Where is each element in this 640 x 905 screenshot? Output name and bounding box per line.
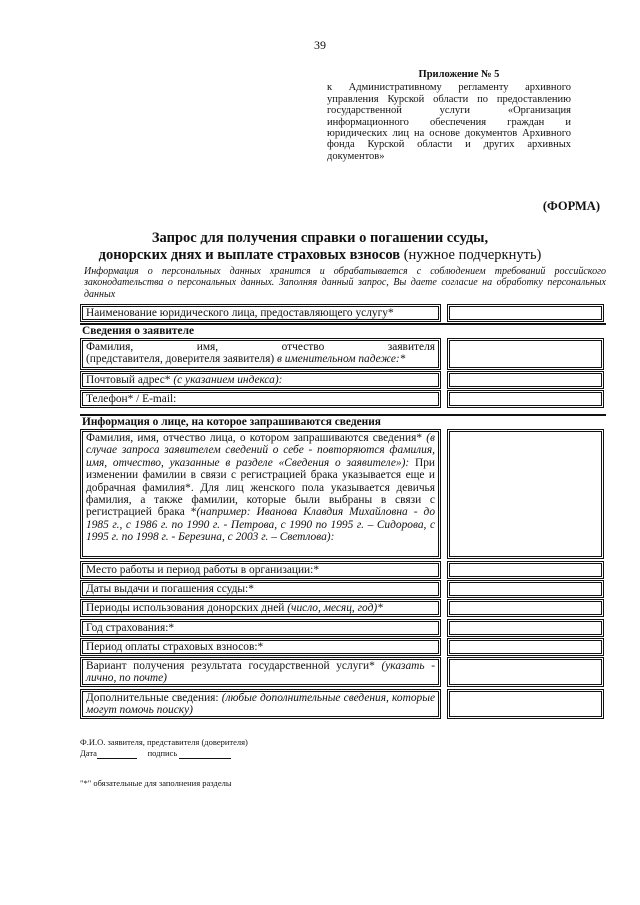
applicant-fio-line2: [86, 353, 435, 365]
donor-days-label: [80, 599, 441, 617]
signature-line[interactable]: [179, 758, 231, 759]
postal-address-row: [80, 371, 604, 389]
privacy-notice: Информация о персональных данных хранится и обрабатывается с соблюдением требований российского законодательства о персональных данных. Заполняя данный запрос, Вы даете согласие на обработку персональных данных: [84, 266, 606, 300]
date-line[interactable]: [97, 758, 137, 759]
insurance-year-input[interactable]: [447, 619, 604, 637]
fio-word-3: отчество: [281, 341, 325, 353]
appendix-block: [327, 69, 571, 162]
insurance-year-label: Год страхования:*: [80, 619, 441, 637]
work-input[interactable]: [447, 561, 604, 579]
insurance-year-row: [80, 619, 604, 637]
fio-word-1: Фамилия,: [86, 341, 134, 353]
additional-input[interactable]: [447, 689, 604, 719]
variant-label: [80, 657, 441, 687]
additional-hint: (любые дополнительные сведения, которые могут помочь поиску): [86, 692, 435, 717]
fio-line2-text: (представителя, доверителя заявителя): [86, 353, 275, 366]
applicant-fio-input[interactable]: [447, 338, 604, 370]
variant-row: [80, 657, 604, 687]
form-title-line2-text: донорских днях и выплате страховых взносов: [98, 247, 401, 263]
footer-date-signature: [80, 748, 231, 759]
insurance-period-row: [80, 638, 604, 656]
applicant-section-heading: Сведения о заявителе: [80, 323, 606, 338]
donor-label-text: Периоды использования донорских дней: [86, 602, 285, 614]
org-name-input[interactable]: [447, 304, 604, 322]
phone-input[interactable]: [447, 390, 604, 408]
org-name-row: [80, 304, 604, 322]
org-name-label: Наименование юридического лица, предоставляющего услугу*: [80, 304, 441, 322]
appendix-title: Приложение № 5: [418, 69, 500, 80]
form-title-note: (нужное подчеркнуть): [403, 247, 542, 263]
person-section-heading: Информация о лице, на которое запрашиваются сведения: [80, 414, 606, 429]
phone-row: [80, 390, 604, 408]
work-label: Место работы и период работы в организации:*: [80, 561, 441, 579]
postal-label-text: Почтовый адрес*: [86, 374, 171, 386]
additional-label-text: Дополнительные сведения:: [86, 692, 219, 704]
person-label-text: Фамилия, имя, отчество лица, о котором запрашиваются сведения*: [86, 432, 423, 444]
fio-hint: в именительном падеже:*: [276, 353, 406, 366]
postal-hint: (с указанием индекса):: [173, 374, 283, 386]
form-title: [80, 230, 560, 264]
footer-required-note: "*" обязательные для заполнения разделы: [80, 778, 232, 788]
variant-label-text: Вариант получения результата государственной услуги*: [86, 660, 375, 672]
postal-address-input[interactable]: [447, 371, 604, 389]
additional-label: [80, 689, 441, 719]
fio-word-2: имя,: [196, 341, 219, 353]
person-hint: (в случае запроса заявителем сведений о себе - повторяются фамилия, имя, отчество, указанные в разделе «Сведения о заявителе»):: [86, 432, 435, 469]
footer-date-label: Дата: [80, 748, 97, 758]
postal-address-label: [80, 371, 441, 389]
variant-input[interactable]: [447, 657, 604, 687]
additional-row: [80, 689, 604, 719]
work-row: [80, 561, 604, 579]
person-example: (например: Иванова Клавдия Михайловна - до 1985 г., с 1986 г. по 1990 г. - Петрова, с 1990 по 1995 г. – Сидорова, с 1995 г. по 1998 г. - Березина, с 2003 г. – Светлова):: [86, 506, 436, 544]
form-title-line2: [80, 247, 560, 264]
footer-fio: Ф.И.О. заявителя, представителя (доверителя): [80, 737, 248, 747]
loan-dates-input[interactable]: [447, 580, 604, 598]
loan-dates-row: [80, 580, 604, 598]
applicant-fio-line1: [86, 341, 435, 353]
insurance-period-input[interactable]: [447, 638, 604, 656]
variant-hint: (указать - лично, по почте): [86, 660, 435, 685]
loan-dates-label: Даты выдачи и погашения ссуды:*: [80, 580, 441, 598]
person-text: При изменении фамилии в связи с регистрацией брака указывается еще и добрачная фамилия*. Для лиц женского пола указывается девичья фамилия, а также фамилии, которые были выбраны в связи с регистрацией брака *: [86, 456, 435, 519]
applicant-fio-row: [80, 338, 604, 370]
appendix-text: к Административному регламенту архивного управления Курской области по предоставлению государственной услуги «Организация информационного обеспечения граждан и юридических лиц на основе документов Архивного фонда Курской области и других архивных документов»: [327, 82, 571, 162]
person-info-input[interactable]: [447, 429, 604, 559]
phone-label: Телефон* / E-mail:: [80, 390, 441, 408]
donor-days-input[interactable]: [447, 599, 604, 617]
fio-word-4: заявителя: [387, 341, 435, 353]
page-number: 39: [314, 38, 326, 52]
form-label: (ФОРМА): [542, 199, 600, 213]
person-info-label: [80, 429, 441, 559]
footer-signature-label: подпись: [147, 748, 178, 758]
form-title-line1: Запрос для получения справки о погашении ссуды,: [151, 230, 489, 246]
person-info-row: [80, 429, 604, 559]
donor-days-row: [80, 599, 604, 617]
donor-hint: (число, месяц, год)*: [287, 602, 383, 614]
insurance-period-label: Период оплаты страховых взносов:*: [80, 638, 441, 656]
applicant-fio-label: [80, 338, 441, 370]
